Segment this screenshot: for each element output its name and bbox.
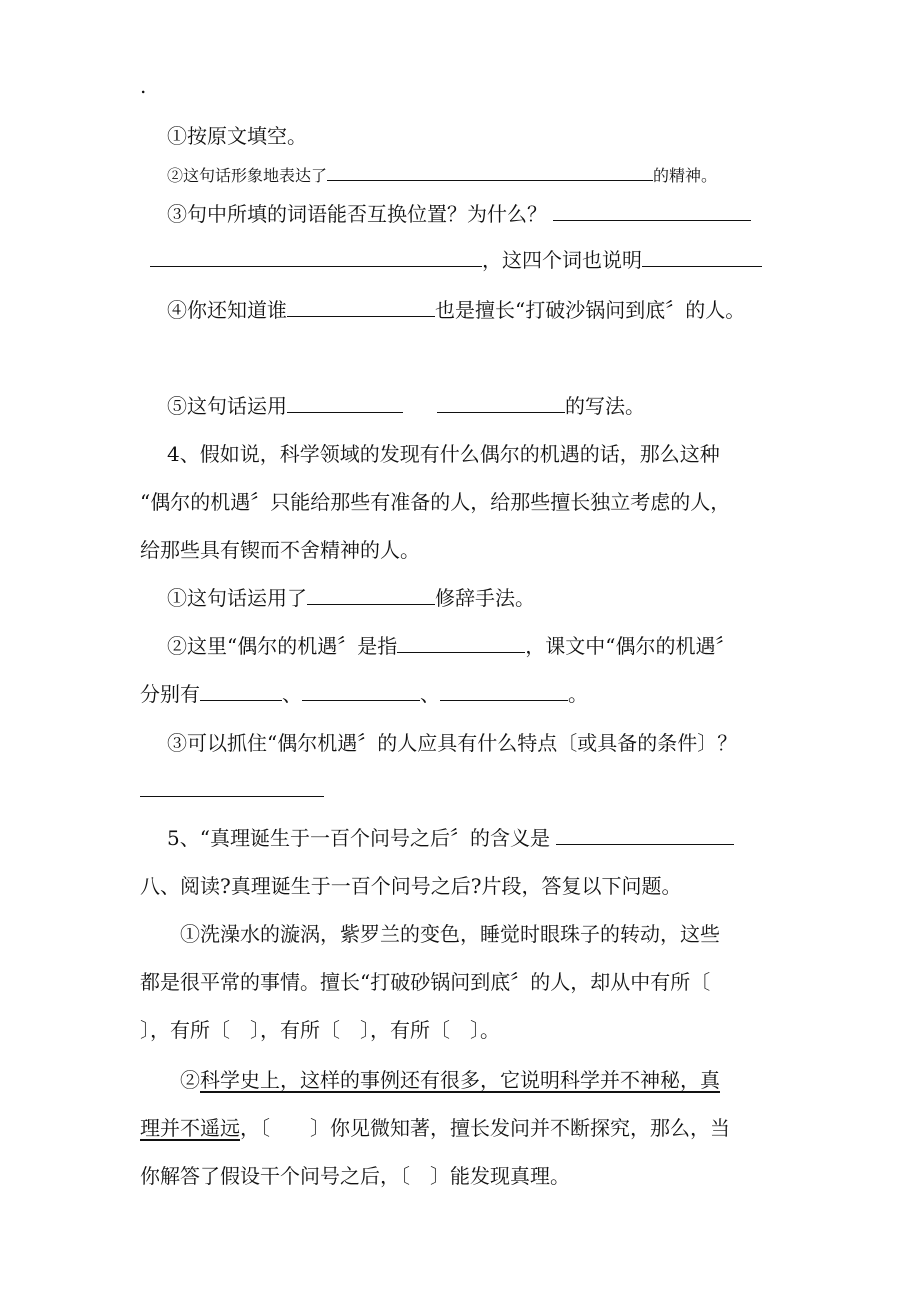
q4-paragraph-line-3: 给那些具有锲而不舍精神的人。: [140, 538, 420, 562]
q8-p1-line-3: 〕，有所〔 〕，有所〔 〕，有所〔 〕。: [140, 1018, 500, 1042]
answer-blank[interactable]: [397, 651, 525, 653]
q3-item-2-suffix: 的精神。: [653, 166, 718, 185]
answer-blank[interactable]: [556, 843, 734, 845]
q8-p2-line-3: 你解答了假设干个问号之后，〔 〕能发现真理。: [140, 1164, 570, 1188]
answer-blank[interactable]: [440, 699, 568, 701]
answer-blank[interactable]: [140, 795, 324, 797]
q8-p2-line-2: [140, 1114, 730, 1142]
answer-blank[interactable]: [553, 219, 751, 221]
q4-item-2-cont-prefix: 分别有: [140, 682, 200, 706]
answer-blank[interactable]: [642, 265, 762, 267]
q4-item-1-suffix: 修辞手法。: [435, 586, 535, 610]
section-8-title: 八、阅读?真理诞生于一百个问号之后?片段，答复以下问题。: [140, 874, 682, 898]
q4-item-3: ③可以抓住“偶尔机遇〞的人应具有什么特点〔或具备的条件〕？: [167, 731, 738, 755]
q4-paragraph-line-1: 4、假如说，科学领域的发现有什么偶尔的机遇的话，那么这种: [167, 442, 720, 466]
q3-item-4: [167, 296, 745, 324]
answer-blank[interactable]: [327, 179, 653, 181]
q4-item-3-answer: [140, 776, 324, 804]
separator: 、: [420, 682, 440, 706]
q8-p1-line-2: 都是很平常的事情。擅长“打破砂锅问到底〞的人，却从中有所〔: [140, 970, 711, 994]
q3-item-2: [167, 162, 717, 190]
q3-item-5-prefix: ⑤这句话运用: [167, 394, 287, 418]
page-dot: .: [140, 74, 147, 98]
q8-p2-line-1: [180, 1066, 720, 1094]
underlined-sentence: 科学史上，这样的事例还有很多，它说明科学并不神秘，真: [200, 1068, 720, 1092]
q3-item-4-prefix: ④你还知道谁: [167, 298, 287, 322]
q5: [167, 824, 734, 852]
q8-p1-line-1: ①洗澡水的漩涡，紫罗兰的变色，睡觉时眼珠子的转动，这些: [180, 922, 720, 946]
q4-item-2-cont: [140, 680, 588, 708]
q3-item-3-cont-text: ，这四个词也说明: [482, 248, 642, 272]
answer-blank[interactable]: [287, 315, 435, 317]
q4-item-1-prefix: ①这句话运用了: [167, 586, 307, 610]
q3-item-3: [167, 200, 751, 228]
period: 。: [568, 682, 588, 706]
q3-item-5-suffix: 的写法。: [565, 394, 645, 418]
q4-item-1: [167, 584, 535, 612]
q4-item-2-suffix: ，课文中“偶尔的机遇〞: [525, 634, 736, 658]
answer-blank[interactable]: [287, 411, 403, 413]
q4-paragraph-line-2: “偶尔的机遇〞只能给那些有准备的人，给那些擅长独立考虑的人，: [140, 490, 731, 514]
answer-blank[interactable]: [302, 699, 420, 701]
q8-p2-number: ②: [180, 1068, 200, 1092]
answer-blank[interactable]: [200, 699, 282, 701]
q5-text: 5、“真理诞生于一百个问号之后〞的含义是: [167, 826, 550, 850]
q8-p2-line-2-rest: ，〔 〕你见微知著，擅长发问并不断探究，那么，当: [240, 1116, 730, 1140]
answer-blank[interactable]: [307, 603, 435, 605]
answer-blank[interactable]: [437, 411, 565, 413]
q3-item-5: [167, 392, 645, 420]
q3-item-3-cont: [150, 246, 762, 274]
underlined-sentence-end: 理并不遥远: [140, 1116, 240, 1140]
separator: 、: [282, 682, 302, 706]
answer-blank[interactable]: [150, 265, 482, 267]
q3-item-2-prefix: ②这句话形象地表达了: [167, 166, 328, 185]
q3-item-3-text: ③句中所填的词语能否互换位置？为什么？: [167, 202, 547, 226]
q3-item-1: ①按原文填空。: [167, 124, 307, 148]
q3-item-4-suffix: 也是擅长“打破沙锅问到底〞的人。: [435, 298, 746, 322]
q4-item-2-prefix: ②这里“偶尔的机遇〞是指: [167, 634, 398, 658]
q4-item-2: [167, 632, 735, 660]
